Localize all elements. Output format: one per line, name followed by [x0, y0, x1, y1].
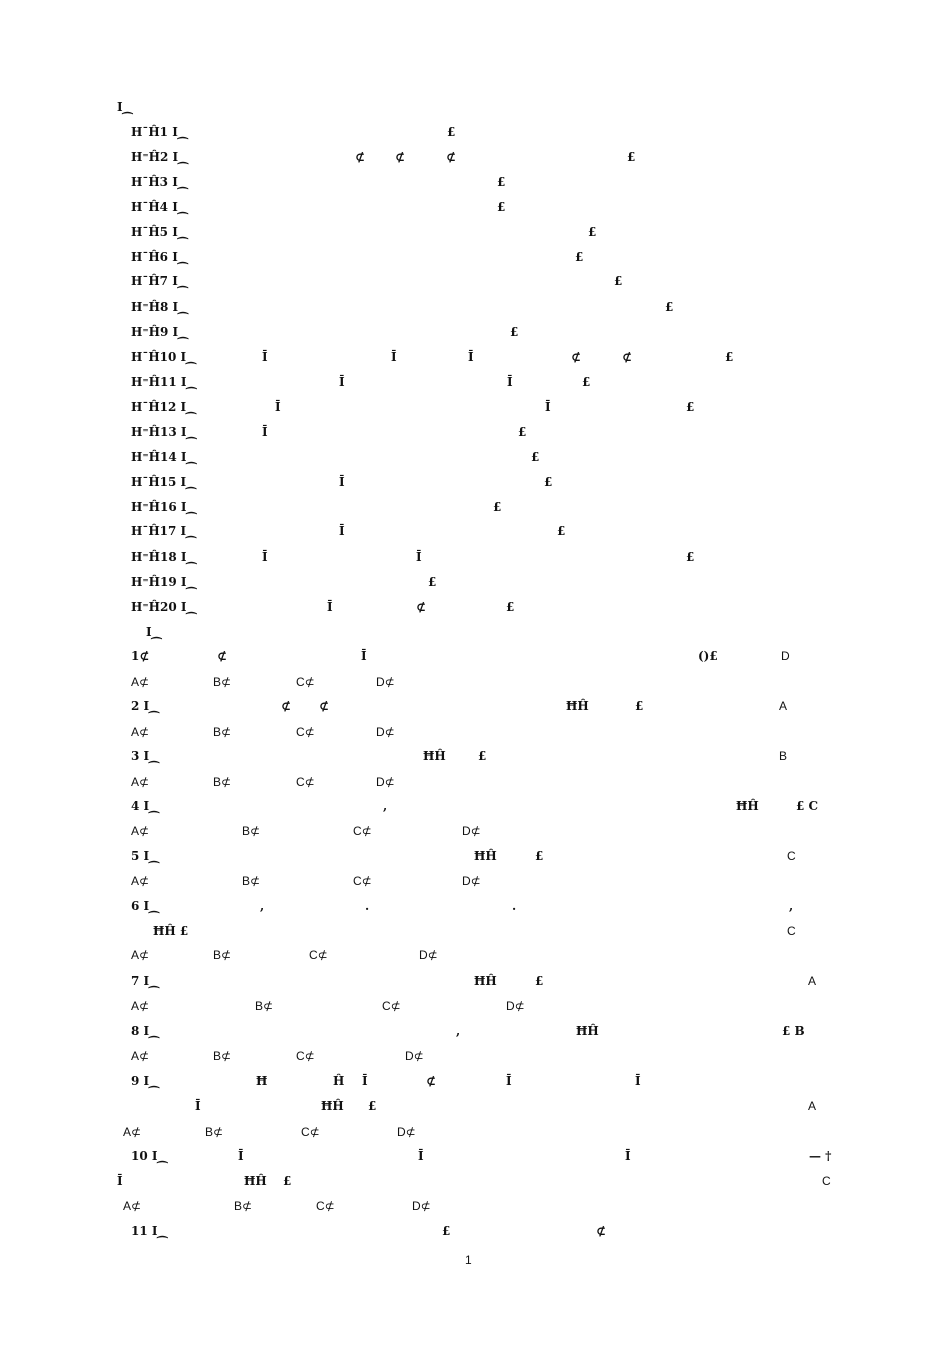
- option-d: D⊄: [376, 775, 395, 789]
- question-number: 6 I⁔: [131, 899, 159, 913]
- part1-item-glyph: Ī: [545, 400, 551, 414]
- part1-item-glyph: Ī: [468, 350, 474, 364]
- option-a: A⊄: [123, 1199, 142, 1213]
- answer-letter: A: [808, 974, 817, 988]
- question-glyph: Ī: [361, 649, 367, 663]
- answer-letter: C: [787, 849, 796, 863]
- section-heading-mark: I⁔: [117, 100, 133, 114]
- answer-letter: D: [781, 649, 790, 663]
- answer-letter: £ B: [782, 1024, 805, 1038]
- option-d: D⊄: [376, 675, 395, 689]
- part1-item-prefix: H⁼Ĥ9 I⁔: [131, 325, 188, 339]
- question-glyph: Ī: [625, 1149, 631, 1163]
- question-glyph: — †: [809, 1149, 832, 1163]
- part1-item-prefix: H¯Ĥ6 I⁔: [131, 250, 188, 264]
- question-glyph: Ī: [635, 1074, 641, 1088]
- option-b: B⊄: [234, 1199, 253, 1213]
- option-d: D⊄: [506, 999, 525, 1013]
- answer-letter: £ C: [796, 799, 819, 813]
- question-glyph: ⊄: [281, 699, 292, 713]
- part1-item-prefix: H⁼Ĥ8 I⁔: [131, 300, 188, 314]
- option-a: A⊄: [131, 675, 150, 689]
- part1-item-prefix: H⁼Ĥ14 I⁔: [131, 450, 197, 464]
- option-d: D⊄: [462, 824, 481, 838]
- part1-item-prefix: H¯Ĥ7 I⁔: [131, 274, 188, 288]
- question-number: 1⊄: [131, 649, 150, 663]
- question-glyph: ĦĤ: [474, 849, 497, 863]
- page-number: 1: [465, 1253, 472, 1267]
- option-a: A⊄: [131, 1049, 150, 1063]
- question-number: 2 I⁔: [131, 699, 159, 713]
- part1-item-glyph: ⊄: [622, 350, 633, 364]
- option-a: A⊄: [131, 725, 150, 739]
- part1-item-glyph: ⊄: [355, 150, 366, 164]
- option-b: B⊄: [242, 824, 261, 838]
- part1-item-glyph: Ī: [339, 375, 345, 389]
- option-b: B⊄: [213, 775, 232, 789]
- part1-item-prefix: H¯Ĥ5 I⁔: [131, 225, 188, 239]
- question-continuation: ĦĤ £: [153, 924, 189, 938]
- answer-letter: A: [808, 1099, 817, 1113]
- part1-item-glyph: Ī: [275, 400, 281, 414]
- question-glyph: ĦĤ: [423, 749, 446, 763]
- question-glyph: ĦĤ: [474, 974, 497, 988]
- question-number: 9 I⁔: [131, 1074, 159, 1088]
- option-d: D⊄: [419, 948, 438, 962]
- question-glyph: £: [442, 1224, 451, 1238]
- part1-item-prefix: H¯Ĥ4 I⁔: [131, 200, 188, 214]
- option-b: B⊄: [242, 874, 261, 888]
- answer-letter: B: [779, 749, 788, 763]
- option-a: A⊄: [131, 775, 150, 789]
- option-b: B⊄: [213, 725, 232, 739]
- part1-item-glyph: £: [493, 500, 502, 514]
- question-number: 10 I⁔: [131, 1149, 168, 1163]
- question-glyph: Ĥ: [333, 1074, 345, 1088]
- question-glyph: ⊄: [596, 1224, 607, 1238]
- option-c: C⊄: [296, 675, 315, 689]
- option-a: A⊄: [131, 824, 150, 838]
- part1-item-prefix: H¯Ĥ1 I⁔: [131, 125, 188, 139]
- option-c: C⊄: [296, 775, 315, 789]
- part1-item-glyph: ⊄: [395, 150, 406, 164]
- question-glyph: Ī: [362, 1074, 368, 1088]
- question-glyph: ĦĤ: [566, 699, 589, 713]
- part1-item-glyph: £: [544, 475, 553, 489]
- question-continuation: £: [283, 1174, 292, 1188]
- option-b: B⊄: [205, 1125, 224, 1139]
- option-b: B⊄: [213, 948, 232, 962]
- option-c: C⊄: [382, 999, 401, 1013]
- question-continuation: ĦĤ: [321, 1099, 344, 1113]
- question-number: 4 I⁔: [131, 799, 159, 813]
- question-glyph: ,: [789, 899, 794, 913]
- question-glyph: Ī: [238, 1149, 244, 1163]
- option-c: C⊄: [296, 725, 315, 739]
- option-c: C⊄: [353, 824, 372, 838]
- option-c: C⊄: [301, 1125, 320, 1139]
- answer-letter: A: [779, 699, 788, 713]
- part1-item-prefix: H⁼Ĥ16 I⁔: [131, 500, 197, 514]
- question-glyph: £: [535, 849, 544, 863]
- part1-item-glyph: Ī: [262, 425, 268, 439]
- part1-item-prefix: H⁼Ĥ20 I⁔: [131, 600, 197, 614]
- question-glyph: £: [635, 699, 644, 713]
- option-d: D⊄: [412, 1199, 431, 1213]
- part1-item-glyph: £: [518, 425, 527, 439]
- question-number: 7 I⁔: [131, 974, 159, 988]
- part1-item-prefix: H⁼Ĥ11 I⁔: [131, 375, 197, 389]
- part1-item-glyph: £: [557, 524, 566, 538]
- question-glyph: ,: [383, 799, 388, 813]
- part1-item-glyph: Ī: [507, 375, 513, 389]
- question-glyph: ĦĤ: [576, 1024, 599, 1038]
- question-glyph: ⊄: [217, 649, 228, 663]
- part1-item-glyph: £: [627, 150, 636, 164]
- option-a: A⊄: [131, 999, 150, 1013]
- question-number: 5 I⁔: [131, 849, 159, 863]
- part1-item-glyph: £: [531, 450, 540, 464]
- part1-item-glyph: £: [686, 400, 695, 414]
- part1-item-prefix: H¯Ĥ10 I⁔: [131, 350, 196, 364]
- question-glyph: ,: [260, 899, 265, 913]
- option-b: B⊄: [213, 675, 232, 689]
- part1-item-glyph: Ī: [327, 600, 333, 614]
- question-glyph: £: [535, 974, 544, 988]
- option-d: D⊄: [376, 725, 395, 739]
- question-glyph: Ī: [418, 1149, 424, 1163]
- question-continuation: ĦĤ: [244, 1174, 267, 1188]
- option-a: A⊄: [123, 1125, 142, 1139]
- part1-item-glyph: £: [447, 125, 456, 139]
- part1-item-prefix: H¯Ĥ17 I⁔: [131, 524, 196, 538]
- part1-item-glyph: £: [686, 550, 695, 564]
- option-d: D⊄: [405, 1049, 424, 1063]
- question-glyph: ()£: [698, 649, 718, 663]
- question-number: 3 I⁔: [131, 749, 159, 763]
- part1-item-glyph: Ī: [339, 475, 345, 489]
- part1-item-glyph: Ī: [262, 350, 268, 364]
- part1-item-glyph: £: [497, 175, 506, 189]
- part2-heading-mark: I⁔: [146, 625, 162, 639]
- part1-item-glyph: £: [665, 300, 674, 314]
- part1-item-glyph: £: [614, 274, 623, 288]
- part1-item-prefix: H⁼Ĥ19 I⁔: [131, 575, 197, 589]
- question-glyph: Ī: [506, 1074, 512, 1088]
- part1-item-prefix: H¯Ĥ12 I⁔: [131, 400, 196, 414]
- option-c: C⊄: [316, 1199, 335, 1213]
- part1-item-glyph: £: [575, 250, 584, 264]
- part1-item-glyph: ⊄: [571, 350, 582, 364]
- part1-item-prefix: H⁼Ĥ13 I⁔: [131, 425, 197, 439]
- part1-item-glyph: £: [725, 350, 734, 364]
- answer-letter: C: [822, 1174, 831, 1188]
- question-glyph: ,: [456, 1024, 461, 1038]
- question-continuation: Ī: [117, 1174, 123, 1188]
- question-glyph: Ħ: [256, 1074, 268, 1088]
- question-continuation: Ī: [195, 1099, 201, 1113]
- part1-item-glyph: £: [588, 225, 597, 239]
- part1-item-glyph: £: [428, 575, 437, 589]
- part1-item-glyph: Ī: [262, 550, 268, 564]
- question-glyph: £: [478, 749, 487, 763]
- option-a: A⊄: [131, 948, 150, 962]
- part1-item-prefix: H⁼Ĥ2 I⁔: [131, 150, 188, 164]
- question-glyph: .: [365, 899, 370, 913]
- part1-item-glyph: Ī: [416, 550, 422, 564]
- part1-item-glyph: £: [510, 325, 519, 339]
- option-c: C⊄: [309, 948, 328, 962]
- question-continuation: £: [368, 1099, 377, 1113]
- part1-item-glyph: ⊄: [446, 150, 457, 164]
- question-number: 11 I⁔: [131, 1224, 168, 1238]
- part1-item-glyph: Ī: [391, 350, 397, 364]
- part1-item-glyph: ⊄: [416, 600, 427, 614]
- question-glyph: ⊄: [426, 1074, 437, 1088]
- part1-item-glyph: £: [497, 200, 506, 214]
- question-glyph: ĦĤ: [736, 799, 759, 813]
- question-glyph: .: [512, 899, 517, 913]
- option-c: C⊄: [353, 874, 372, 888]
- part1-item-glyph: £: [506, 600, 515, 614]
- option-a: A⊄: [131, 874, 150, 888]
- part1-item-glyph: Ī: [339, 524, 345, 538]
- option-d: D⊄: [397, 1125, 416, 1139]
- part1-item-prefix: H¯Ĥ3 I⁔: [131, 175, 188, 189]
- question-number: 8 I⁔: [131, 1024, 159, 1038]
- question-glyph: ⊄: [319, 699, 330, 713]
- answer-letter: C: [787, 924, 796, 938]
- option-b: B⊄: [255, 999, 274, 1013]
- part1-item-prefix: H⁼Ĥ18 I⁔: [131, 550, 197, 564]
- part1-item-prefix: H¯Ĥ15 I⁔: [131, 475, 196, 489]
- option-d: D⊄: [462, 874, 481, 888]
- part1-item-glyph: £: [582, 375, 591, 389]
- option-b: B⊄: [213, 1049, 232, 1063]
- option-c: C⊄: [296, 1049, 315, 1063]
